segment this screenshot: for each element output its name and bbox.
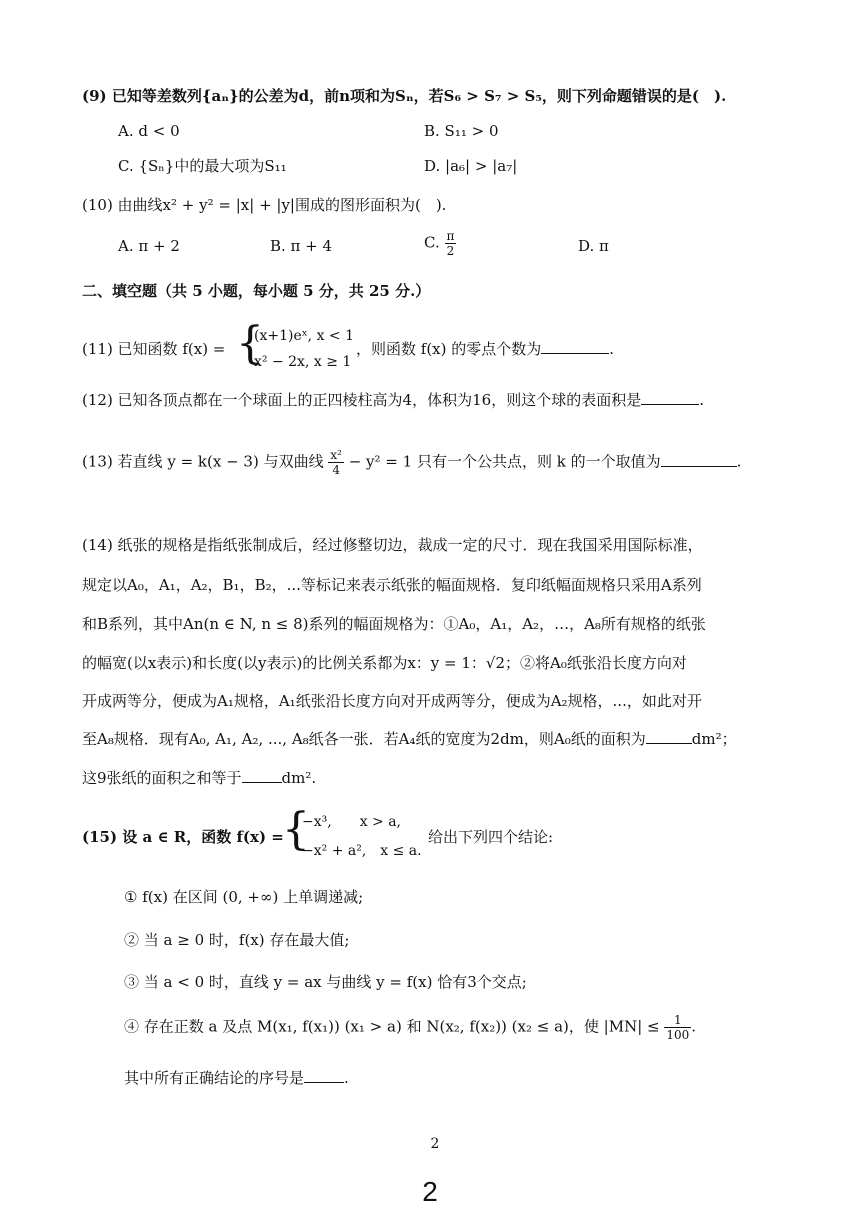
q13-suffix: − y² = 1 只有一个公共点，则 k 的一个取值为	[348, 452, 661, 471]
q14-line-6-text: 至A₈规格．现有A₀, A₁, A₂, ..., A₈纸各一张．若A₄纸的宽度为2dm，则A₀纸的面积为	[82, 730, 646, 748]
q14-line-2: 规定以A₀，A₁，A₂，B₁，B₂，...等标记来表示纸张的幅面规格．复印纸幅面规格只采用A系列	[82, 576, 702, 594]
q9-option-b: B. S₁₁ > 0	[424, 122, 499, 140]
q13-line: (13) 若直线 y = k(x − 3) 与双曲线 $\frac{\text{x²}}{4}$ − y² = 1 只有一个公共点，则 k 的一个取值为 .	[82, 448, 742, 477]
q13-fraction-numerator: x²	[330, 448, 342, 462]
q9-option-c: C. {Sₙ}中的最大项为S₁₁	[118, 157, 287, 175]
q15-brace: {	[282, 804, 310, 855]
q14-line-5: 开成两等分，便成为A₁规格，A₁纸张沿长度方向对开成两等分，便成为A₂规格，...，如此对开	[82, 692, 702, 710]
page-number-large: 2	[422, 1176, 438, 1207]
q14-line-6	[82, 729, 737, 749]
q15-conclusion-4-text: ④ 存在正数 a 及点 M(x₁, f(x₁)) (x₁ > a) 和 N(x₂, f(x₂)) (x₂ ≤ a)，使 |MN| ≤	[124, 1017, 660, 1036]
q14-line-3: 和B系列，其中An(n ∈ N, n ≤ 8)系列的幅面规格为：①A₀，A₁，A₂，…，A₈所有规格的纸张	[82, 615, 706, 633]
q14-answer-blank-1[interactable]	[646, 729, 692, 744]
q15-case-2: −x² + a², x ≤ a.	[302, 843, 422, 859]
q15-ending-text: 其中所有正确结论的序号是	[124, 1069, 305, 1087]
q10-option-c-label: C.	[424, 233, 440, 252]
q10-stem: (10) 由曲线x² + y² = |x| + |y|围成的图形面积为( ).	[82, 196, 447, 214]
q11-prefix: (11) 已知函数 f(x) =	[82, 340, 226, 358]
q10-option-c-numerator: π	[446, 229, 455, 243]
q15-case-1: −x³, x > a,	[302, 814, 402, 830]
q12-text-body: (12) 已知各顶点都在一个球面上的正四棱柱高为4，体积为16，则这个球的表面积是	[82, 391, 642, 409]
q14-line-1: (14) 纸张的规格是指纸张制成后，经过修整切边，裁成一定的尺寸．现在我国采用国际标准，	[82, 536, 703, 554]
q15-ending: 其中所有正确结论的序号是 .	[124, 1069, 349, 1087]
q9-option-a: A. d < 0	[118, 122, 180, 140]
q15-answer-blank[interactable]	[304, 1068, 344, 1083]
q10-option-b: B. π + 4	[270, 237, 333, 255]
q14-line-4: 的幅宽(以x表示)和长度(以y表示)的比例关系都为x：y = 1：√2；②将A₀纸张沿长度方向对	[82, 654, 687, 672]
q14-line-7-unit: dm².	[281, 769, 317, 787]
q10-option-c	[424, 229, 456, 258]
q15-conclusion-3: ③ 当 a < 0 时，直线 y = ax 与曲线 y = f(x) 恰有3个交点;	[124, 973, 527, 991]
q13-fraction-denominator: 4	[332, 463, 340, 477]
q10-option-c-denominator: 2	[446, 244, 455, 258]
q15-conclusion-4-fraction	[664, 1013, 691, 1042]
q15-conclusion-2: ② 当 a ≥ 0 时，f(x) 存在最大值;	[124, 931, 350, 949]
q12-answer-blank[interactable]	[641, 390, 699, 405]
q15-prefix: (15) 设 a ∈ R，函数 f(x) =	[82, 828, 284, 846]
q14-line-7-text: 这9张纸的面积之和等于	[82, 769, 242, 787]
q11-case-1: (x+1)eˣ, x < 1	[254, 328, 355, 344]
q10-option-c-fraction	[445, 229, 457, 258]
q13-fraction	[328, 448, 344, 477]
q12-text: (12) 已知各顶点都在一个球面上的正四棱柱高为4，体积为16，则这个球的表面积是 .	[82, 391, 704, 409]
q11-suffix: ，则函数 f(x) 的零点个数为 .	[356, 340, 615, 358]
q11-suffix-text: ，则函数 f(x) 的零点个数为	[356, 340, 542, 358]
q10-option-d: D. π	[578, 237, 609, 255]
q15-fraction-denominator: 100	[666, 1028, 690, 1042]
q15-suffix: 给出下列四个结论:	[428, 828, 554, 846]
q15-conclusion-1: ① f(x) 在区间 (0, +∞) 上单调递减;	[124, 888, 364, 906]
page-number-small: 2	[430, 1136, 440, 1152]
section-title: 二、填空题（共 5 小题，每小题 5 分，共 25 分.）	[82, 282, 431, 300]
q15-fraction-numerator: 1	[664, 1013, 691, 1028]
q11-answer-blank[interactable]	[541, 339, 609, 354]
q9-option-d: D. |a₆| > |a₇|	[424, 157, 518, 175]
q10-option-a: A. π + 2	[118, 237, 180, 255]
q11-case-2: x² − 2x, x ≥ 1	[254, 354, 352, 370]
q15-conclusion-4-period: .	[691, 1017, 697, 1036]
q14-answer-blank-2[interactable]	[242, 768, 282, 783]
q14-line-7	[82, 768, 316, 788]
q13-prefix: (13) 若直线 y = k(x − 3) 与双曲线	[82, 452, 324, 471]
q14-line-6-unit: dm²；	[691, 730, 737, 748]
q11-brace: {	[236, 318, 264, 369]
q13-answer-blank[interactable]	[661, 452, 737, 467]
q9-stem: (9) 已知等差数列{aₙ}的公差为d，前n项和为Sₙ，若S₆ > S₇ > S₅，则下列命题错误的是( ).	[82, 87, 727, 105]
q15-conclusion-4	[124, 1013, 696, 1042]
